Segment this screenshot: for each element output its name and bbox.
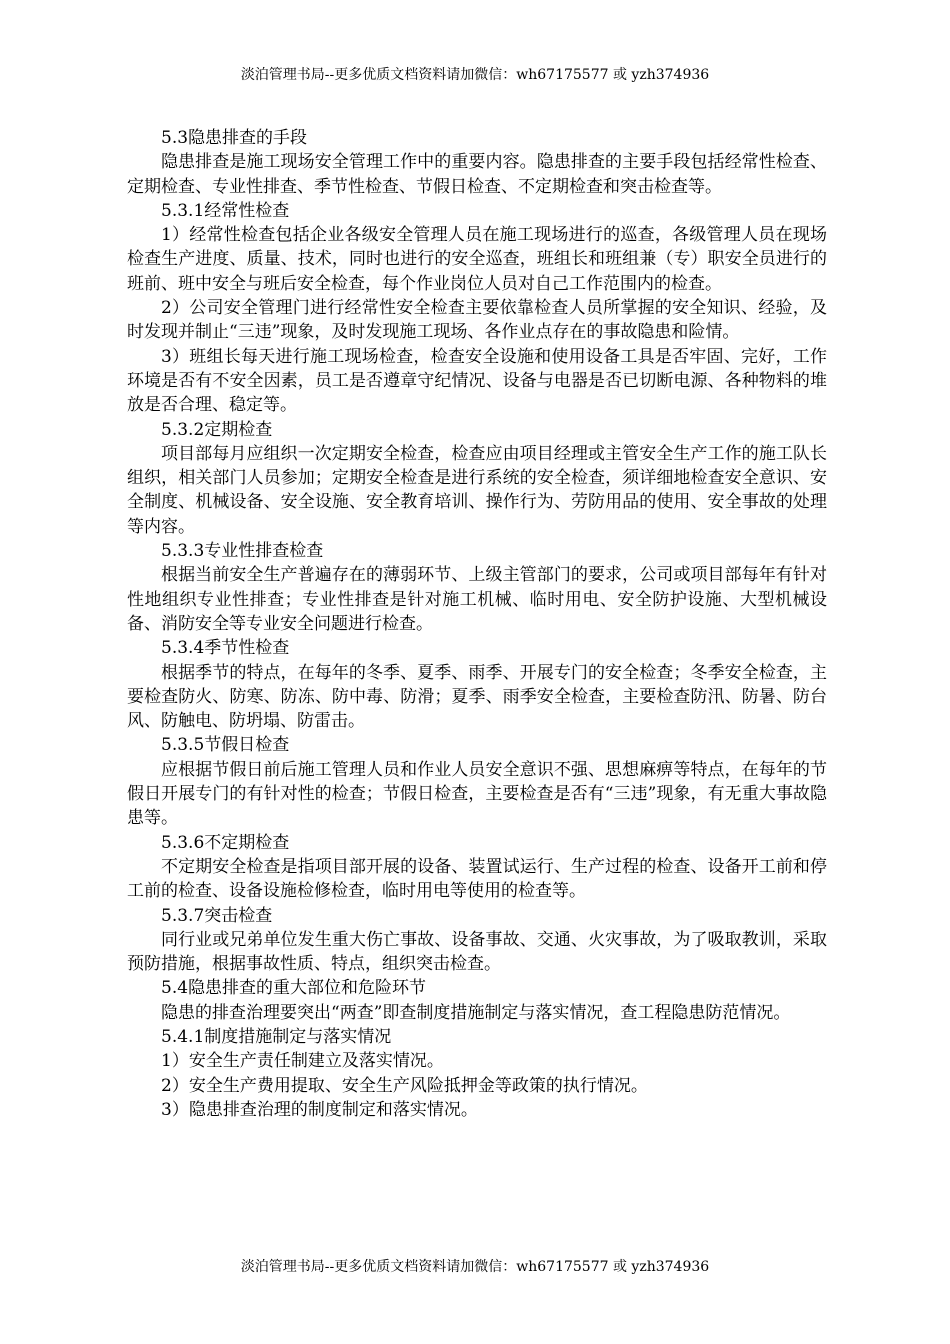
section-heading: 5.3.2定期检查 — [161, 419, 273, 440]
list-item: 3）隐患排查治理的制度制定和落实情况。 — [161, 1099, 478, 1120]
paragraph: 不定期安全检查是指项目部开展的设备、装置试运行、生产过程的检查、设备开工前和停工前的检查、设备设施检修检查，临时用电等使用的检查等。 — [127, 856, 827, 902]
paragraph: 1）经常性检查包括企业各级安全管理人员在施工现场进行的巡查，各级管理人员在现场检查生产进度、质量、技术，同时也进行的安全巡查，班组长和班组兼（专）职安全员进行的班前、班中安全与班后安全检查，每个作业岗位人员对自己工作范围内的检查。 — [127, 225, 827, 294]
section-heading: 5.3.7突击检查 — [161, 905, 273, 926]
paragraph: 2）公司安全管理门进行经常性安全检查主要依靠检查人员所掌握的安全知识、经验，及时发现并制止“三违”现象，及时发现施工现场、各作业点存在的事故隐患和险情。 — [127, 298, 827, 343]
section-heading: 5.4.1制度措施制定与落实情况 — [161, 1026, 392, 1047]
paragraph: 项目部每月应组织一次定期安全检查，检查应由项目经理或主管安全生产工作的施工队长组织，相关部门人员参加；定期安全检查是进行系统的安全检查，须详细地检查安全意识、安全制度、机械设备、安全设施、安全教育培训、操作行为、劳防用品的使用、安全事故的处理等内容。 — [127, 443, 827, 537]
page-header: 淡泊管理书局--更多优质文档资料请加微信：wh67175577 或 yzh374936 — [240, 67, 710, 83]
paragraph: 同行业或兄弟单位发生重大伤亡事故、设备事故、交通、火灾事故，为了吸取教训，采取预防措施，根据事故性质、特点，组织突击检查。 — [127, 929, 827, 975]
paragraph: 应根据节假日前后施工管理人员和作业人员安全意识不强、思想麻痹等特点，在每年的节假日开展专门的有针对性的检查；节假日检查，主要检查是否有“三违”现象，有无重大事故隐患等。 — [127, 759, 827, 829]
page-footer: 淡泊管理书局--更多优质文档资料请加微信：wh67175577 或 yzh374936 — [240, 1259, 710, 1275]
paragraph: 3）班组长每天进行施工现场检查，检查安全设施和使用设备工具是否牢固、完好，工作环境是否有不安全因素，员工是否遵章守纪情况、设备与电器是否已切断电源、各种物料的堆放是否合理、稳定等。 — [127, 346, 827, 416]
paragraph: 隐患的排查治理要突出“两查”即查制度措施制定与落实情况，查工程隐患防范情况。 — [161, 1002, 791, 1023]
section-heading: 5.3.6不定期检查 — [161, 832, 290, 853]
paragraph: 根据季节的特点，在每年的冬季、夏季、雨季、开展专门的安全检查；冬季安全检查，主要检查防火、防寒、防冻、防中毒、防滑；夏季、雨季安全检查，主要检查防汛、防暑、防台风、防触电、防坍塌、防雷击。 — [127, 662, 827, 732]
document-body — [127, 126, 827, 1122]
section-heading: 5.3隐患排查的手段 — [161, 128, 308, 148]
section-heading: 5.4隐患排查的重大部位和危险环节 — [161, 978, 427, 999]
section-heading: 5.3.1经常性检查 — [161, 200, 290, 221]
section-heading: 5.3.5节假日检查 — [161, 735, 290, 756]
list-item: 2）安全生产费用提取、安全生产风险抵押金等政策的执行情况。 — [161, 1075, 648, 1096]
paragraph: 根据当前安全生产普遍存在的薄弱环节、上级主管部门的要求，公司或项目部每年有针对性地组织专业性排查；专业性排查是针对施工机械、临时用电、安全防护设施、大型机械设备、消防安全等专业安全问题进行检查。 — [127, 565, 827, 634]
list-item: 1）安全生产责任制建立及落实情况。 — [161, 1051, 444, 1072]
section-heading: 5.3.3专业性排查检查 — [161, 541, 324, 562]
paragraph: 隐患排查是施工现场安全管理工作中的重要内容。隐患排查的主要手段包括经常性检查、定期检查、专业性排查、季节性检查、节假日检查、不定期检查和突击检查等。 — [127, 152, 827, 197]
section-heading: 5.3.4季节性检查 — [161, 638, 290, 659]
